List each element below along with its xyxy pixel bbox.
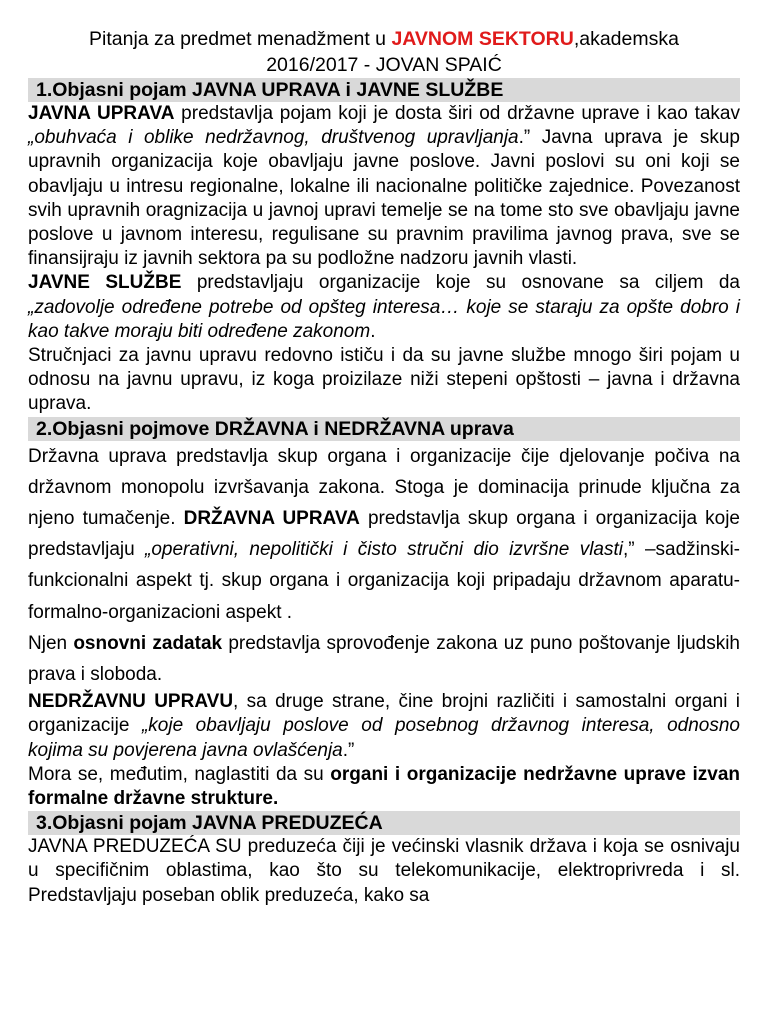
document-title bbox=[28, 0, 740, 78]
text-run: JAVNE SLUŽBE bbox=[28, 272, 182, 294]
title-line-2 bbox=[28, 52, 740, 78]
text-run: JAVNA UPRAVA bbox=[28, 103, 175, 124]
text-run: osnovni zadatak bbox=[73, 632, 223, 654]
text-run: , sa druge strane, čine brojni različiti i samostalni organi i organizacije bbox=[28, 691, 740, 737]
text-run: predstavljaju organizacije koje su osnovane sa ciljem da bbox=[181, 272, 741, 294]
section-2-paragraph-3 bbox=[28, 690, 740, 763]
section-2-paragraph-4 bbox=[28, 763, 740, 811]
text-run: organi i organizacije nedržavne uprave izvan formalne državne strukture. bbox=[28, 763, 740, 810]
text-run: DRŽAVNA UPRAVA bbox=[183, 508, 360, 530]
section-1-paragraph-2 bbox=[28, 271, 740, 344]
section-2-header: 2.Objasni pojmove DRŽAVNA i NEDRŽAVNA uprava bbox=[28, 417, 740, 441]
text-run: „operativni, nepolitički i čisto stručni dio izvršne vlasti bbox=[145, 539, 623, 561]
text-run: Njen bbox=[28, 632, 74, 654]
section-2 bbox=[28, 417, 740, 812]
section-2-paragraph-1 bbox=[28, 441, 740, 628]
text-run: NEDRŽAVNU UPRAVU bbox=[28, 691, 234, 713]
text-run: Mora se, međutim, naglastiti da su bbox=[28, 763, 331, 785]
text-run: predstavlja sprovođenje zakona uz puno poštovanje ljudskih prava i sloboda. bbox=[28, 632, 740, 686]
section-3 bbox=[28, 811, 740, 908]
text-run: ,” –sadžinski-funkcionalni aspekt tj. skup organa i organizacija koji pripadaju državnom aparatu-formalno-organizacioni aspekt . bbox=[28, 539, 740, 623]
section-1-paragraph-3 bbox=[28, 344, 740, 417]
section-1-paragraph-1 bbox=[28, 102, 740, 271]
text-run: .” bbox=[342, 739, 355, 761]
text-run: „zadovolje određene potrebe od opšteg interesa… koje se staraju za opšte dobro i kao takve moraju biti određene zakonom bbox=[28, 296, 740, 342]
text-run: Državna uprava predstavlja skup organa i organizacije čije djelovanje počiva na državnom monopolu izvršavanja zakona. Stoga je dominacija prinude ključna za njeno tumačenje. bbox=[28, 445, 740, 530]
section-3-paragraph-1 bbox=[28, 835, 740, 908]
text-run: predstavlja skup organa i organizacija koje predstavljaju bbox=[28, 508, 740, 561]
text-run: JOVAN SPAIĆ bbox=[375, 54, 502, 76]
text-run: JAVNA PREDUZEĆA SU preduzeća čiji je većinski vlasnik država i koja se osnivaju u specifičnim oblastima, kao što su telekomunikacije, elektroprivreda i sl. Predstavljaju poseban oblik preduzeća, kako sa bbox=[28, 836, 740, 906]
title-line-1 bbox=[28, 26, 740, 52]
text-run: Pitanja za predmet menadžment u bbox=[89, 28, 392, 50]
text-run: Stručnjaci za javnu upravu redovno ističu i da su javne službe mnogo širi pojam u odnosu na javnu upravu, iz koga proizilaze niži stepeni opštosti – javna i državna uprava. bbox=[28, 345, 740, 415]
section-2-paragraph-2 bbox=[28, 628, 740, 690]
text-run: „koje obavljaju poslove od posebnog državnog interesa, odnosno kojima su povjerena javna ovlašćenja bbox=[28, 715, 740, 761]
text-run: . bbox=[370, 320, 376, 342]
text-run: ,akademska bbox=[573, 28, 679, 50]
section-3-header: 3.Objasni pojam JAVNA PREDUZEĆA bbox=[28, 811, 740, 835]
text-run: predstavlja pojam koji je dosta širi od državne uprave i kao takav bbox=[174, 103, 740, 124]
text-run: 2016/2017 - bbox=[266, 54, 376, 76]
text-run: .” Javna uprava je skup upravnih organizacija koje obavljaju javne poslove. Javni poslovi su oni koji se obavljaju u intresu regionalne, lokalne ili nacionalne političke zajednice. Povezanost svih upravnih oragnizacija u javnoj upravi temelje se na tome sto sve obavljaju javne poslove u javnom interesu, regulisane su pravnim pravilima javnog prava, sve se finansijraju iz javnih sektora pa su podložne nadzoru javnih vlasti. bbox=[28, 127, 740, 270]
text-run: JAVNOM SEKTORU bbox=[391, 28, 574, 50]
text-run: „obuhvaća i oblike nedržavnog, društvenog upravljanja bbox=[28, 127, 519, 149]
section-1-header: 1.Objasni pojam JAVNA UPRAVA i JAVNE SLUŽBE bbox=[28, 78, 740, 102]
section-1 bbox=[28, 78, 740, 417]
